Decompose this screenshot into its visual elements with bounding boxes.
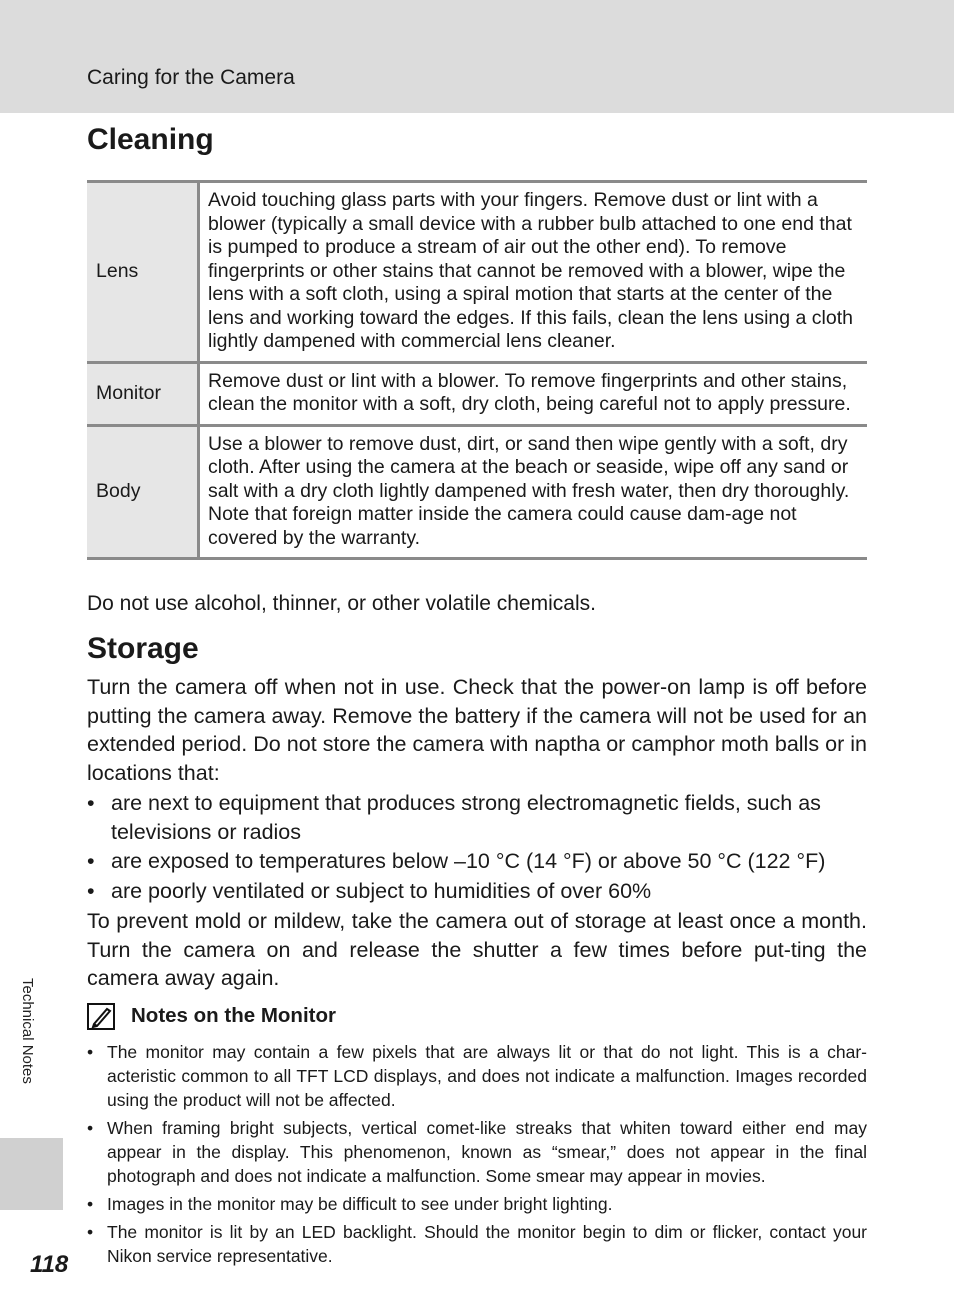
row-description: Remove dust or lint with a blower. To remove fingerprints and other stains, clean the monitor with a soft, dry cloth, being careful not to apply pressure. [208,369,851,415]
table-row [87,362,867,425]
storage-body [87,673,867,993]
list-item-text: The monitor may contain a few pixels that are always lit or that do not light. This is a char-acteristic common to all TFT LCD displays, and does not indicate a malfunction. Images recorded using the product will not be affected. [107,1042,867,1110]
row-description: Use a blower to remove dust, dirt, or sand then wipe gently with a soft, dry cloth. After using the camera at the beach or seaside, wipe off any sand or salt with a dry cloth lightly dampened with fresh water, then dry thoroughly. Note that foreign matter inside the camera could cause dam-age not covered by the warranty. [208,432,850,549]
list-item-text: are exposed to temperatures below –10 °C (14 °F) or above 50 °C (122 °F) [111,849,826,873]
running-header: Caring for the Camera [87,66,295,89]
notes-list [87,1040,867,1268]
list-item [87,1116,867,1188]
list-item-text: are next to equipment that produces strong electromagnetic fields, such as televisions or radios [111,791,821,844]
list-item [87,1040,867,1112]
cleaning-caution: Do not use alcohol, thinner, or other volatile chemicals. [87,592,596,615]
notes-header [87,1000,867,1032]
bullet-icon: • [87,791,95,815]
sidebar-label: Technical Notes [19,978,36,1084]
cleaning-table [87,180,867,560]
list-item-text: The monitor is lit by an LED backlight. Should the monitor begin to dim or flicker, contact your Nikon service representative. [107,1222,867,1266]
list-item [87,1192,867,1216]
row-label: Body [87,425,199,559]
list-item-text: When framing bright subjects, vertical comet-like streaks that whiten toward either end may appear in the display. This phenomenon, known as “smear,” does not appear in the final photograph and does not indicate a malfunction. Some smear may appear in movies. [107,1118,867,1186]
side-thumb-tab [0,1138,63,1210]
notes-box [87,1000,867,1272]
storage-outro: To prevent mold or mildew, take the camera out of storage at least once a month. Turn the camera on and release the shutter a few times before put-ting the camera away again. [87,909,867,990]
list-item [87,789,867,846]
storage-heading: Storage [87,632,199,665]
bullet-icon: • [87,849,95,873]
table-row [87,425,867,559]
header-band [0,0,954,113]
notes-title: Notes on the Monitor [131,1004,336,1027]
storage-bullet-list [87,789,867,905]
list-item [87,877,867,906]
bullet-icon: • [87,1194,94,1214]
row-label: Monitor [87,362,199,425]
pencil-icon [87,1003,115,1030]
cleaning-heading: Cleaning [87,123,214,156]
bullet-icon: • [87,1118,94,1138]
list-item [87,1220,867,1268]
list-item-text: are poorly ventilated or subject to humidities of over 60% [111,878,652,903]
table-row [87,182,867,363]
list-item [87,847,867,876]
storage-intro: Turn the camera off when not in use. Check that the power-on lamp is off before putting the camera away. Remove the battery if the camera will not be used for an extended period. Do not store the camera with naptha or camphor moth balls or in locations that: [87,675,867,785]
bullet-icon: • [87,878,95,903]
page-number: 118 [30,1251,69,1278]
bullet-icon: • [87,1042,94,1062]
list-item-text: Images in the monitor may be difficult to see under bright lighting. [107,1194,613,1214]
row-description: Avoid touching glass parts with your fingers. Remove dust or lint with a blower (typically a small device with a rubber bulb attached to one end that is pumped to produce a stream of air out the other end). To remove fingerprints or other stains that cannot be removed with a blower, wipe the lens with a soft cloth, using a spiral motion that starts at the center of the lens and working toward the edges. If this fails, clean the lens using a cloth lightly dampened with commercial lens cleaner. [208,189,853,352]
bullet-icon: • [87,1222,94,1242]
row-label: Lens [87,182,199,363]
